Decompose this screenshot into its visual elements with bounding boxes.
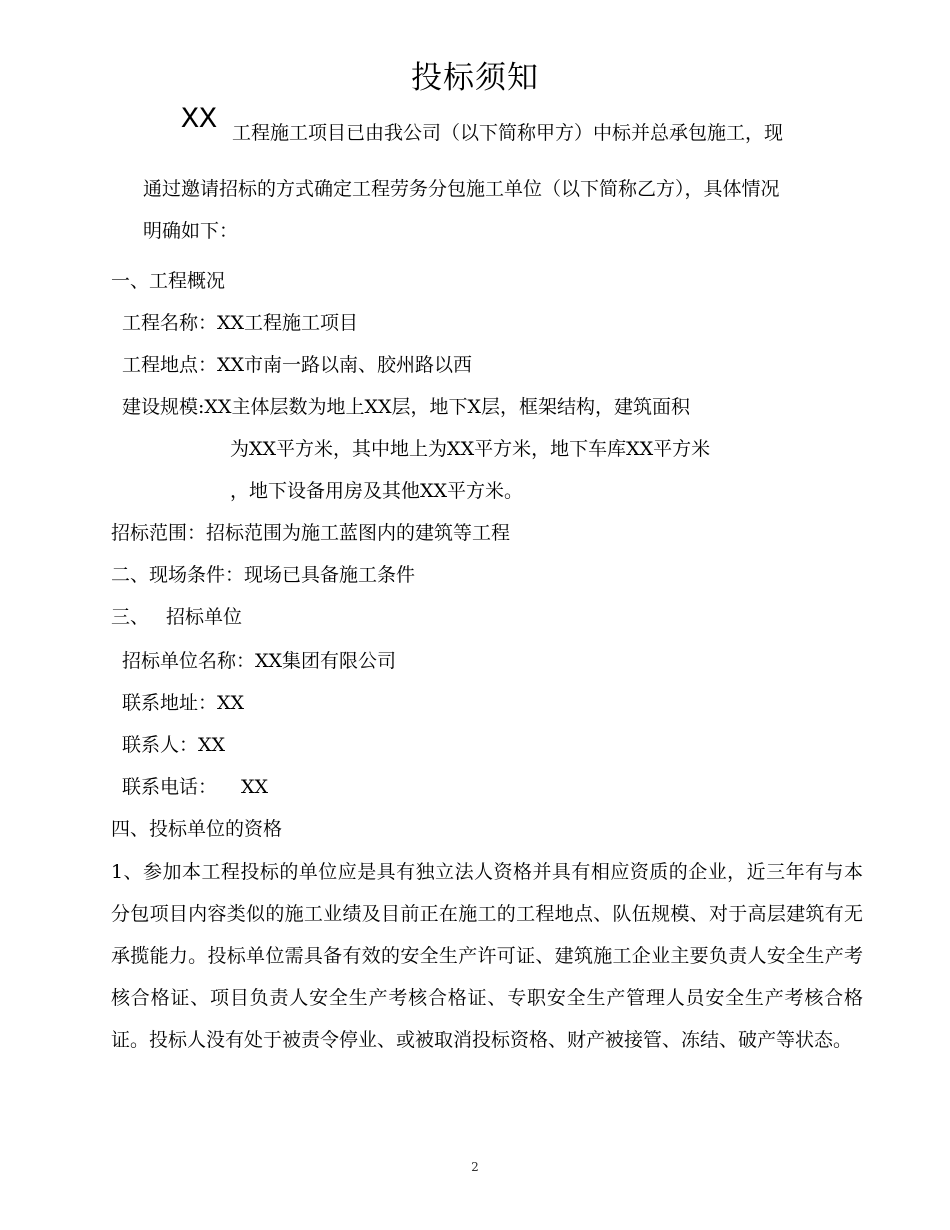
page-number: 2	[471, 1160, 479, 1174]
tender-scope: 招标范围：招标范围为施工蓝图内的建筑等工程	[111, 522, 511, 544]
section-3-heading-text: 招标单位	[166, 606, 243, 628]
qualification-item-1: 1、参加本工程投标的单位应是具有独立法人资格并具有相应资质的企业，近三年有与本分包项目内容类似的施工业绩及目前正在施工的工程地点、队伍规模、对于高层建筑有无承揽能力。投标单位需具备有效的安全生产许可证、建筑施工企业主要负责人安全生产考核合格证、项目负责人安全生产考核合格证、专职安全生产管理人员安全生产考核合格证。投标人没有处于被责令停业、或被取消投标资格、财产被接管、冻结、破产等状态。	[111, 861, 863, 1051]
contact-address: 联系地址：XX	[122, 692, 245, 714]
section-1-heading: 一、工程概况	[111, 270, 226, 292]
document-title: 投标须知	[411, 60, 539, 96]
intro-line-2: 通过邀请招标的方式确定工程劳务分包施工单位（以下简称乙方），具体情况	[143, 178, 780, 200]
intro-line-1: 工程施工项目已由我公司（以下简称甲方）中标并总承包施工，现	[232, 122, 784, 144]
contact-phone-value: XX	[241, 776, 269, 798]
contact-phone-label: 联系电话：	[122, 776, 218, 798]
intro-line-3: 明确如下：	[143, 220, 239, 242]
construction-scale-line-3: ，地下设备用房及其他XX平方米。	[230, 480, 524, 502]
construction-scale-line-1: 建设规模:XX主体层数为地上XX层，地下X层，框架结构，建筑面积	[122, 396, 691, 418]
section-4-heading: 四、投标单位的资格	[111, 818, 283, 840]
section-3-heading-prefix: 三、	[111, 606, 150, 628]
project-name: 工程名称：XX工程施工项目	[122, 312, 359, 334]
project-location: 工程地点：XX市南一路以南、胶州路以西	[122, 354, 473, 376]
construction-scale-line-2: 为XX平方米，其中地上为XX平方米，地下车库XX平方米	[230, 438, 711, 460]
tender-unit-name: 招标单位名称：XX集团有限公司	[122, 650, 397, 672]
section-2-heading: 二、现场条件：现场已具备施工条件	[111, 564, 416, 586]
contact-person: 联系人：XX	[122, 734, 226, 756]
intro-project-placeholder: XX	[181, 103, 218, 137]
